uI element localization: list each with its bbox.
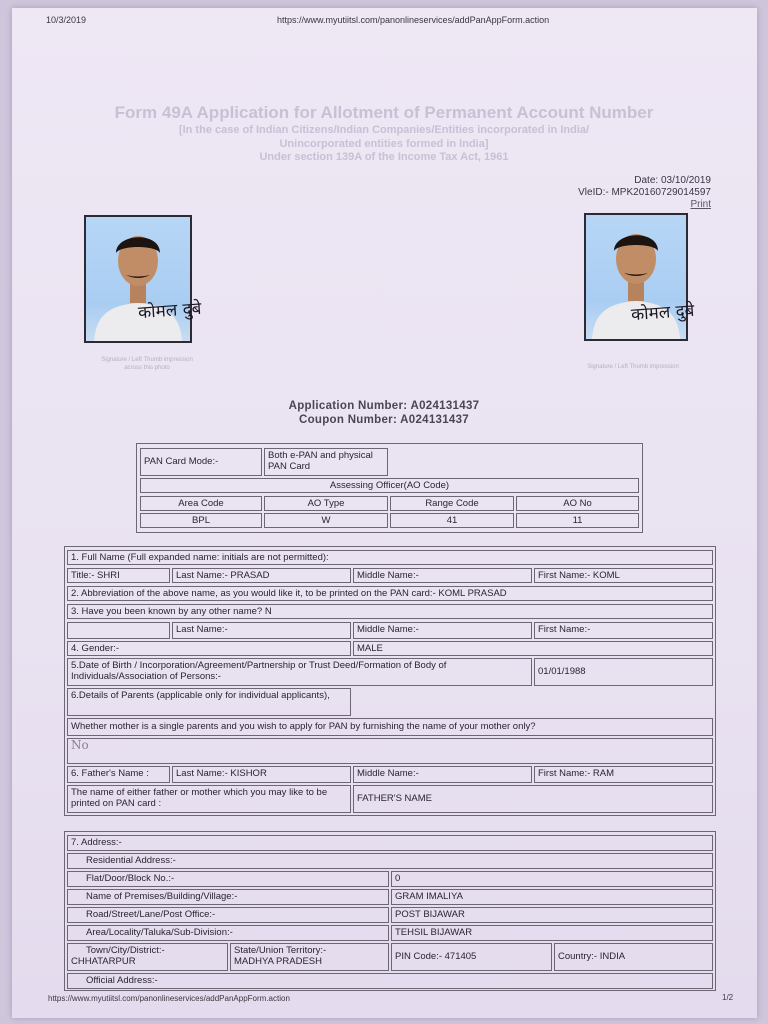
applicant-photo-left	[84, 215, 192, 343]
state-label: State/Union Territory:-	[234, 945, 327, 956]
col-area-code: Area Code	[140, 496, 262, 511]
form-subtitle-3: Under section 139A of the Income Tax Act, 1961	[259, 151, 509, 163]
form-subtitle-1: [In the case of Indian Citizens/Indian Companies/Entities incorporated in India/	[178, 124, 590, 136]
official-address-label: Official Address:-	[67, 973, 713, 989]
gender-value: MALE	[353, 641, 713, 656]
dob-value: 01/01/1988	[534, 658, 713, 686]
father-name-label: 6. Father's Name :	[67, 766, 170, 783]
flat-label: Flat/Door/Block No.:-	[67, 871, 389, 887]
q3-middle-name: Middle Name:-	[353, 622, 532, 639]
application-number: Application Number: A024131437	[288, 400, 480, 412]
pan-mode-value: Both e-PAN and physical PAN Card	[264, 448, 388, 476]
range-code-value: 41	[390, 513, 514, 528]
ao-type-value: W	[264, 513, 388, 528]
flat-value: 0	[391, 871, 713, 887]
print-date: 10/3/2019	[46, 15, 87, 25]
coupon-number: Coupon Number: A024131437	[298, 414, 470, 426]
print-name-question: The name of either father or mother which you may like to be printed on PAN card :	[67, 785, 351, 813]
q4-gender-label: 4. Gender:-	[67, 641, 351, 656]
town-value: CHHATARPUR	[71, 956, 136, 967]
area-code-value: BPL	[140, 513, 262, 528]
state-value: MADHYA PRADESH	[234, 956, 322, 967]
first-name-field: First Name:- KOML	[534, 568, 713, 583]
signature-right: कोमल दुबे	[630, 300, 696, 326]
q3-other-name: 3. Have you been known by any other name? N	[67, 604, 713, 619]
middle-name-field: Middle Name:-	[353, 568, 532, 583]
col-range-code: Range Code	[390, 496, 514, 511]
form-subtitle-2: Unincorporated entities formed in India]	[279, 138, 489, 150]
photo-caption-right: Signature / Left Thumb impression	[587, 364, 679, 370]
premises-label: Name of Premises/Building/Village:-	[67, 889, 389, 905]
father-middle-name: Middle Name:-	[353, 766, 532, 783]
print-link[interactable]: Print	[690, 199, 711, 210]
residential-address-label: Residential Address:-	[67, 853, 713, 869]
footer-url: https://www.myutiitsl.com/panonlineservices/addPanAppForm.action	[48, 994, 290, 1003]
father-first-name: First Name:- RAM	[534, 766, 713, 783]
q6-mother-question: Whether mother is a single parents and you wish to apply for PAN by furnishing the name of your mother only?	[67, 718, 713, 736]
q6-parents-label: 6.Details of Parents (applicable only for individual applicants),	[67, 688, 351, 716]
q5-dob-label: 5.Date of Birth / Incorporation/Agreement/Partnership or Trust Deed/Formation of Body of Individuals/Association of Persons:-	[67, 658, 532, 686]
vle-id: VleID:- MPK20160729014597	[578, 187, 711, 198]
col-ao-type: AO Type	[264, 496, 388, 511]
title-field: Title:- SHRI	[67, 568, 170, 583]
last-name-field: Last Name:- PRASAD	[172, 568, 351, 583]
address-header: 7. Address:-	[67, 835, 713, 851]
road-label: Road/Street/Lane/Post Office:-	[67, 907, 389, 923]
town-cell	[67, 943, 228, 971]
father-last-name: Last Name:- KISHOR	[172, 766, 351, 783]
area-label: Area/Locality/Taluka/Sub-Division:-	[67, 925, 389, 941]
page-number: 1/2	[722, 993, 734, 1002]
road-value: POST BIJAWAR	[391, 907, 713, 923]
form-title-watermark: Form 49A Application for Allotment of Permanent Account Number	[114, 103, 654, 122]
ao-code-header: Assessing Officer(AO Code)	[140, 478, 639, 493]
pin-code: PIN Code:- 471405	[391, 943, 552, 971]
signature-left: कोमल दुबे	[137, 298, 203, 324]
q6-answer-row	[67, 738, 713, 764]
premises-value: GRAM IMALIYA	[391, 889, 713, 905]
print-name-value: FATHER'S NAME	[353, 785, 713, 813]
country: Country:- INDIA	[554, 943, 713, 971]
photo-caption-left: Signature / Left Thumb impression across this photo	[101, 357, 193, 371]
q2-abbreviation: 2. Abbreviation of the above name, as you would like it, to be printed on the PAN card:- KOML PRASAD	[67, 586, 713, 601]
area-value: TEHSIL BIJAWAR	[391, 925, 713, 941]
q6-answer: No	[71, 738, 89, 752]
print-url: https://www.myutiitsl.com/panonlineservices/addPanAppForm.action	[277, 15, 550, 25]
q3-first-name: First Name:-	[534, 622, 713, 639]
q3-title-blank	[67, 622, 170, 639]
pan-mode-label: PAN Card Mode:-	[140, 448, 262, 476]
ao-no-value: 11	[516, 513, 639, 528]
state-cell	[230, 943, 389, 971]
q1-full-name: 1. Full Name (Full expanded name: initials are not permitted):	[67, 550, 713, 565]
town-label: Town/City/District:-	[86, 945, 165, 956]
col-ao-no: AO No	[516, 496, 639, 511]
form-date: Date: 03/10/2019	[634, 175, 711, 186]
q3-last-name: Last Name:-	[172, 622, 351, 639]
